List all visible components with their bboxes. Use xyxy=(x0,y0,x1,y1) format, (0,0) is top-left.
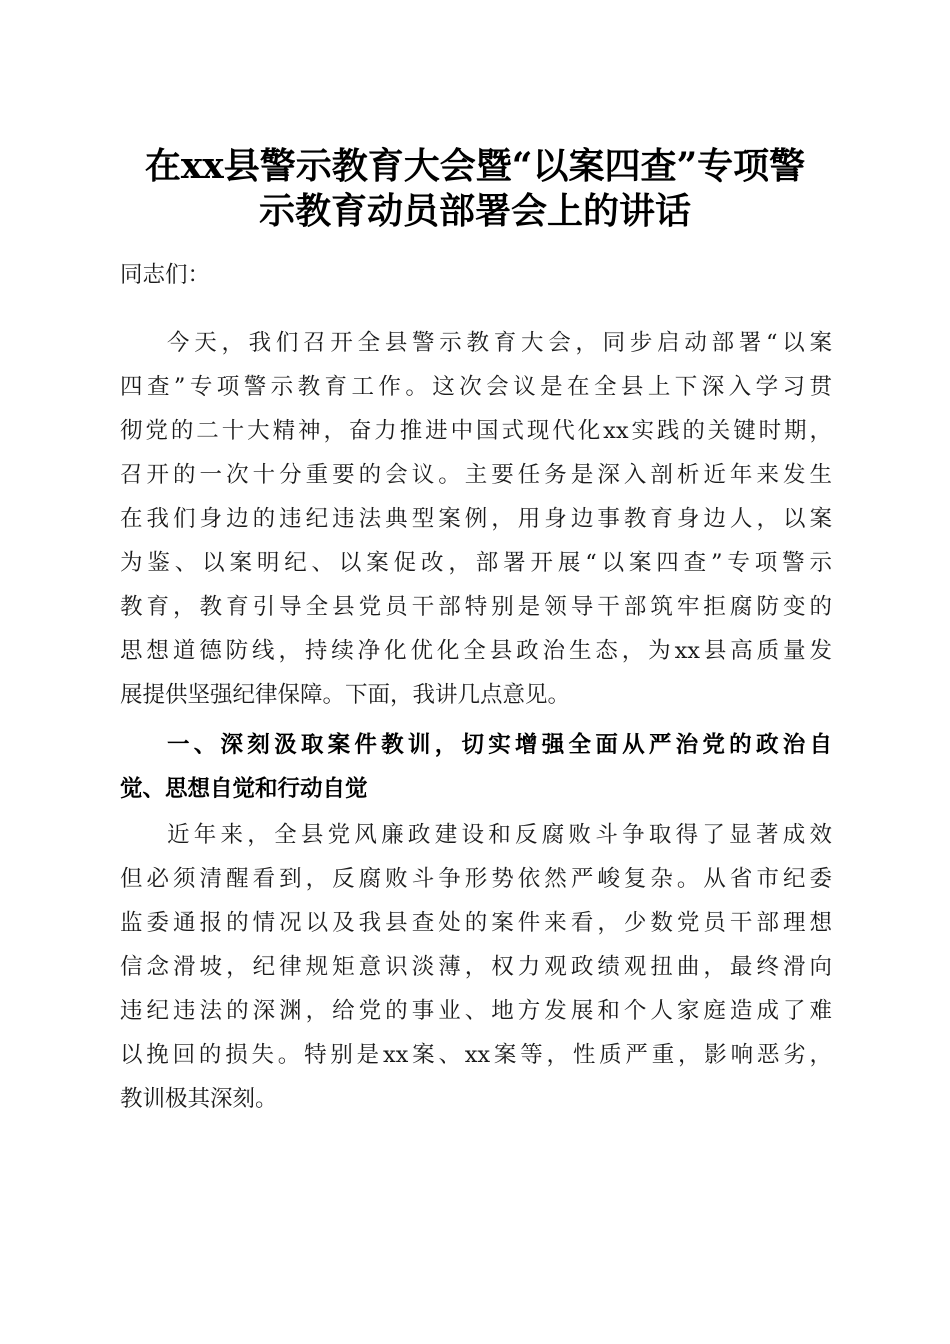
paragraph-1-line: 四查”专项警示教育工作。这次会议是在全县上下深入学习贯 xyxy=(120,374,832,400)
paragraph-1-line: 彻党的二十大精神，奋力推进中国式现代化xx实践的关键时期， xyxy=(120,418,832,444)
paragraph-1-line: 召开的一次十分重要的会议。主要任务是深入剖析近年来发生 xyxy=(120,462,832,488)
paragraph-2-line: 但必须清醒看到，反腐败斗争形势依然严峻复杂。从省市纪委 xyxy=(120,866,832,892)
paragraph-2-line: 以挽回的损失。特别是xx案、xx案等，性质严重，影响恶劣， xyxy=(120,1042,832,1068)
paragraph-2-line: 近年来，全县党风廉政建设和反腐败斗争取得了显著成效 xyxy=(167,822,832,848)
paragraph-2-line: 信念滑坡，纪律规矩意识淡薄，权力观政绩观扭曲，最终滑向 xyxy=(120,954,832,980)
paragraph-2-line: 教训极其深刻。 xyxy=(120,1086,278,1112)
salutation: 同志们： xyxy=(120,262,211,288)
document-title-line-1: 在xx县警示教育大会暨“以案四查”专项警 xyxy=(144,145,806,187)
section-heading-1-line: 一、深刻汲取案件教训，切实增强全面从严治党的政治自 xyxy=(167,732,832,758)
paragraph-1-line: 教育，教育引导全县党员干部特别是领导干部筑牢拒腐防变的 xyxy=(120,594,832,620)
paragraph-2-line: 监委通报的情况以及我县查处的案件来看，少数党员干部理想 xyxy=(120,910,832,936)
paragraph-1-line: 思想道德防线，持续净化优化全县政治生态，为xx县高质量发 xyxy=(120,638,832,664)
document-title-line-2: 示教育动员部署会上的讲话 xyxy=(258,190,691,232)
paragraph-1-line: 在我们身边的违纪违法典型案例，用身边事教育身边人，以案 xyxy=(120,506,832,532)
section-heading-1-line: 觉、思想自觉和行动自觉 xyxy=(120,776,368,802)
paragraph-1-line: 今天，我们召开全县警示教育大会，同步启动部署“以案 xyxy=(167,330,832,356)
paragraph-1-line: 为鉴、以案明纪、以案促改，部署开展“以案四查”专项警示 xyxy=(120,550,832,576)
paragraph-2-line: 违纪违法的深渊，给党的事业、地方发展和个人家庭造成了难 xyxy=(120,998,832,1024)
paragraph-1-line: 展提供坚强纪律保障。下面，我讲几点意见。 xyxy=(120,682,571,708)
